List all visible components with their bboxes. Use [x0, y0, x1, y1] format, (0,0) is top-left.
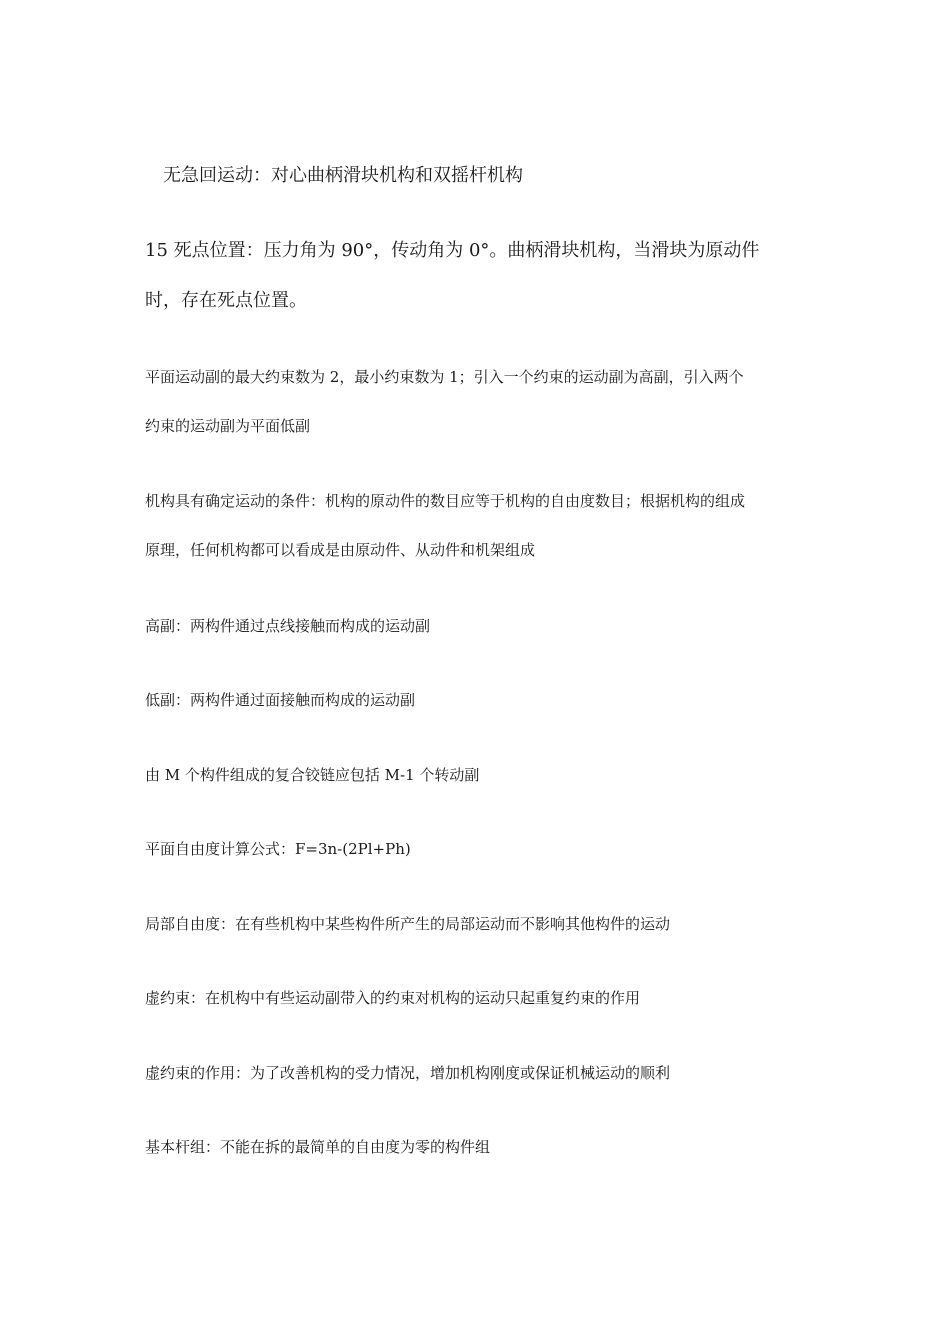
text-line-virtual-constraint-purpose: 虚约束的作用：为了改善机构的受力情况，增加机构刚度或保证机械运动的顺利	[145, 1064, 671, 1082]
text-line-determinate-motion-cont: 原理，任何机构都可以看成是由原动件、从动件和机架组成	[145, 541, 536, 559]
text-line-no-quick-return: 无急回运动：对心曲柄滑块机构和双摇杆机构	[163, 165, 523, 186]
text-line-dof-formula: 平面自由度计算公式：F=3n-(2Pl+Ph)	[145, 840, 411, 858]
text-line-local-dof: 局部自由度：在有些机构中某些构件所产生的局部运动而不影响其他构件的运动	[145, 915, 671, 933]
text-line-lower-pair: 低副：两构件通过面接触而构成的运动副	[145, 691, 416, 709]
text-line-constraint-count: 平面运动副的最大约束数为 2，最小约束数为 1；引入一个约束的运动副为高副，引入两个	[145, 368, 744, 386]
text-line-basic-link-group: 基本杆组：不能在拆的最简单的自由度为零的构件组	[145, 1138, 491, 1156]
text-line-constraint-count-cont: 约束的运动副为平面低副	[145, 417, 311, 435]
text-line-higher-pair: 高副：两构件通过点线接触而构成的运动副	[145, 617, 431, 635]
text-line-virtual-constraint: 虚约束：在机构中有些运动副带入的约束对机构的运动只起重复约束的作用	[145, 989, 641, 1007]
text-line-compound-hinge: 由 M 个构件组成的复合铰链应包括 M-1 个转动副	[145, 766, 480, 784]
text-line-determinate-motion: 机构具有确定运动的条件：机构的原动件的数目应等于机构的自由度数目；根据机构的组成	[145, 492, 746, 510]
text-line-dead-point: 15 死点位置：压力角为 90°，传动角为 0°。曲柄滑块机构，当滑块为原动件	[145, 240, 760, 261]
text-line-dead-point-cont: 时，存在死点位置。	[145, 290, 307, 311]
